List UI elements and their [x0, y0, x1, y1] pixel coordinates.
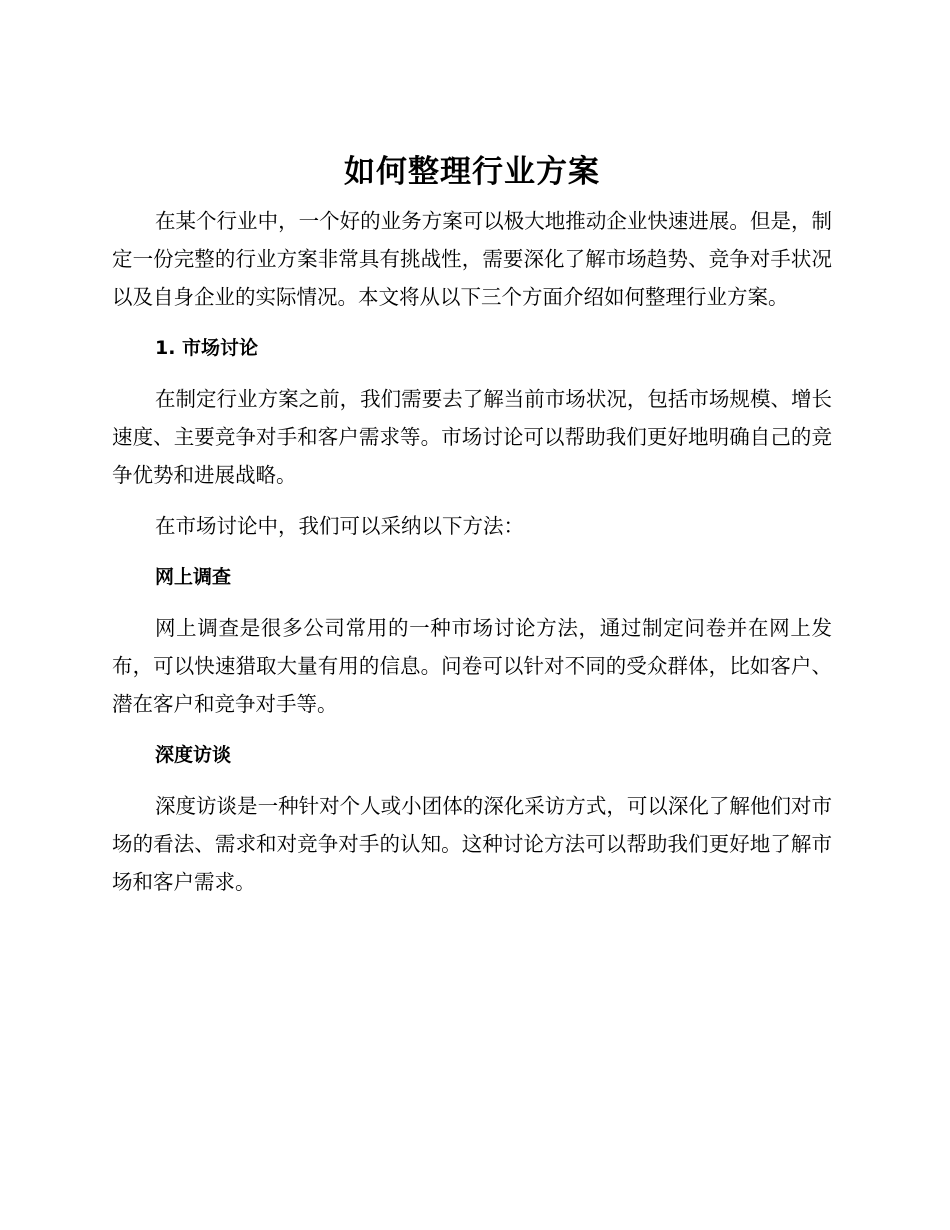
intro-paragraph: 在某个行业中，一个好的业务方案可以极大地推动企业快速进展。但是，制定一份完整的行业方案非常具有挑战性，需要深化了解市场趋势、竞争对手状况以及自身企业的实际情况。本文将从以下三个方面介绍如何整理行业方案。 [112, 209, 832, 309]
market-paragraph-1: 在制定行业方案之前，我们需要去了解当前市场状况，包括市场规模、增长速度、主要竞争对手和客户需求等。市场讨论可以帮助我们更好地明确自己的竞争优势和进展战略。 [112, 387, 832, 487]
section-heading-market: 1. 市场讨论 [155, 337, 259, 359]
document-content [112, 148, 832, 914]
document-title: 如何整理行业方案 [344, 154, 600, 190]
online-survey-paragraph: 网上调查是很多公司常用的一种市场讨论方法，通过制定问卷并在网上发布，可以快速猎取大量有用的信息。问卷可以针对不同的受众群体，比如客户、潜在客户和竞争对手等。 [112, 616, 832, 716]
in-depth-interview-paragraph: 深度访谈是一种针对个人或小团体的深化采访方式，可以深化了解他们对市场的看法、需求和对竞争对手的认知。这种讨论方法可以帮助我们更好地了解市场和客户需求。 [112, 794, 832, 894]
market-paragraph-2: 在市场讨论中，我们可以采纳以下方法： [155, 514, 524, 538]
subheading-in-depth-interview: 深度访谈 [155, 744, 232, 766]
subheading-online-survey: 网上调查 [155, 566, 232, 588]
